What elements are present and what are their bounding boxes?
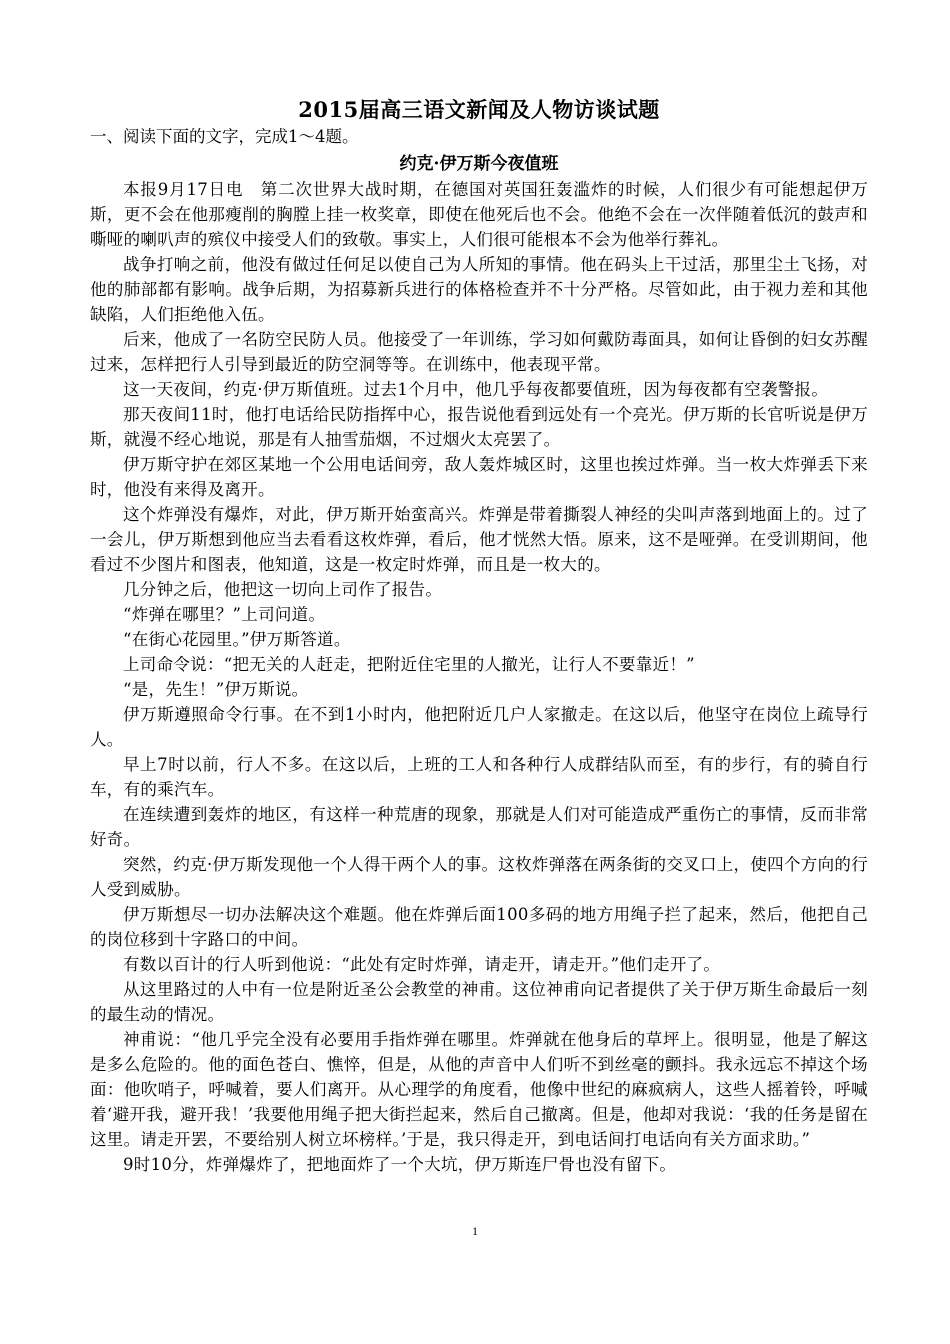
paragraph: 几分钟之后，他把这一切向上司作了报告。 — [123, 580, 443, 599]
paragraph: 伊万斯守护在郊区某地一个公用电话间旁，敌人轰炸城区时，这里也挨过炸弹。当一枚大炸弹丢下来时，他没有来得及离开。 — [90, 455, 868, 499]
paragraph: “在街心花园里。”伊万斯答道。 — [123, 630, 351, 649]
article-body — [90, 177, 868, 1177]
paragraph: 战争打响之前，他没有做过任何足以使自己为人所知的事情。他在码头上干过活，那里尘土飞扬，对他的肺部都有影响。战争后期，为招募新兵进行的体格检查并不十分严格。尽管如此，由于视力差和其他缺陷，人们拒绝他入伍。 — [90, 255, 868, 324]
paragraph: 从这里路过的人中有一位是附近圣公会教堂的神甫。这位神甫向记者提供了关于伊万斯生命最后一刻的最生动的情况。 — [90, 980, 868, 1024]
paragraph: 在连续遭到轰炸的地区，有这样一种荒唐的现象，那就是人们对可能造成严重伤亡的事情，反而非常好奇。 — [90, 805, 868, 849]
paragraph: 突然，约克·伊万斯发现他一个人得干两个人的事。这枚炸弹落在两条街的交叉口上，使四个方向的行人受到威胁。 — [90, 855, 868, 899]
paragraph: “炸弹在哪里？”上司问道。 — [123, 605, 326, 624]
page-number: 1 — [472, 1224, 478, 1238]
paragraph: 后来，他成了一名防空民防人员。他接受了一年训练，学习如何戴防毒面具，如何让昏倒的妇女苏醒过来，怎样把行人引导到最近的防空洞等等。在训练中，他表现平常。 — [90, 330, 868, 374]
paragraph: 伊万斯遵照命令行事。在不到1小时内，他把附近几户人家撤走。在这以后，他坚守在岗位上疏导行人。 — [90, 705, 868, 749]
paragraph: “是，先生！”伊万斯说。 — [123, 680, 309, 699]
paragraph: 上司命令说：“把无关的人赶走，把附近住宅里的人撤光，让行人不要靠近！” — [123, 655, 695, 674]
paragraph: 伊万斯想尽一切办法解决这个难题。他在炸弹后面100多码的地方用绳子拦了起来，然后，他把自己的岗位移到十字路口的中间。 — [90, 905, 868, 949]
paragraph: 早上7时以前，行人不多。在这以后，上班的工人和各种行人成群结队而至，有的步行，有的骑自行车，有的乘汽车。 — [90, 755, 868, 799]
document-title: 2015届高三语文新闻及人物访谈试题 — [298, 97, 660, 122]
paragraph: 这个炸弹没有爆炸，对此，伊万斯开始蛮高兴。炸弹是带着撕裂人神经的尖叫声落到地面上的。过了一会儿，伊万斯想到他应当去看看这枚炸弹，看后，他才恍然大悟。原来，这不是哑弹。在受训期间，他看过不少图片和图表，他知道，这是一枚定时炸弹，而且是一枚大的。 — [90, 505, 868, 574]
paragraph: 神甫说：“他几乎完全没有必要用手指炸弹在哪里。炸弹就在他身后的草坪上。很明显，他是了解这是多么危险的。他的面色苍白、憔悴，但是，从他的声音中人们听不到丝毫的颤抖。我永远忘不掉这个场面：他吹哨子，呼喊着，要人们离开。从心理学的角度看，他像中世纪的麻疯病人，这些人摇着铃，呼喊着‘避开我，避开我！’我要他用绳子把大街拦起来，然后自己撤离。但是，他却对我说：‘我的任务是留在这里。请走开罢，不要给别人树立坏榜样。’于是，我只得走开，到电话间打电话向有关方面求助。” — [90, 1030, 868, 1149]
paragraph: 9时10分，炸弹爆炸了，把地面炸了一个大坑，伊万斯连尸骨也没有留下。 — [123, 1155, 677, 1174]
paragraph: 这一天夜间，约克·伊万斯值班。过去1个月中，他几乎每夜都要值班，因为每夜都有空袭警报。 — [123, 380, 829, 399]
paragraph: 有数以百计的行人听到他说：“此处有定时炸弹，请走开，请走开。”他们走开了。 — [123, 955, 721, 974]
question-instruction: 一、阅读下面的文字，完成1～4题。 — [90, 127, 359, 146]
paragraph: 本报9月17日电 第二次世界大战时期，在德国对英国狂轰滥炸的时候，人们很少有可能想起伊万斯，更不会在他那瘦削的胸膛上挂一枚奖章，即使在他死后也不会。他绝不会在一次伴随着低沉的鼓声和嘶哑的喇叭声的殡仪中接受人们的致敬。事实上，人们很可能根本不会为他举行葬礼。 — [90, 180, 868, 249]
paragraph: 那天夜间11时，他打电话给民防指挥中心，报告说他看到远处有一个亮光。伊万斯的长官听说是伊万斯，就漫不经心地说，那是有人抽雪茄烟，不过烟火太亮罢了。 — [90, 405, 868, 449]
article-title: 约克·伊万斯今夜值班 — [399, 154, 559, 174]
